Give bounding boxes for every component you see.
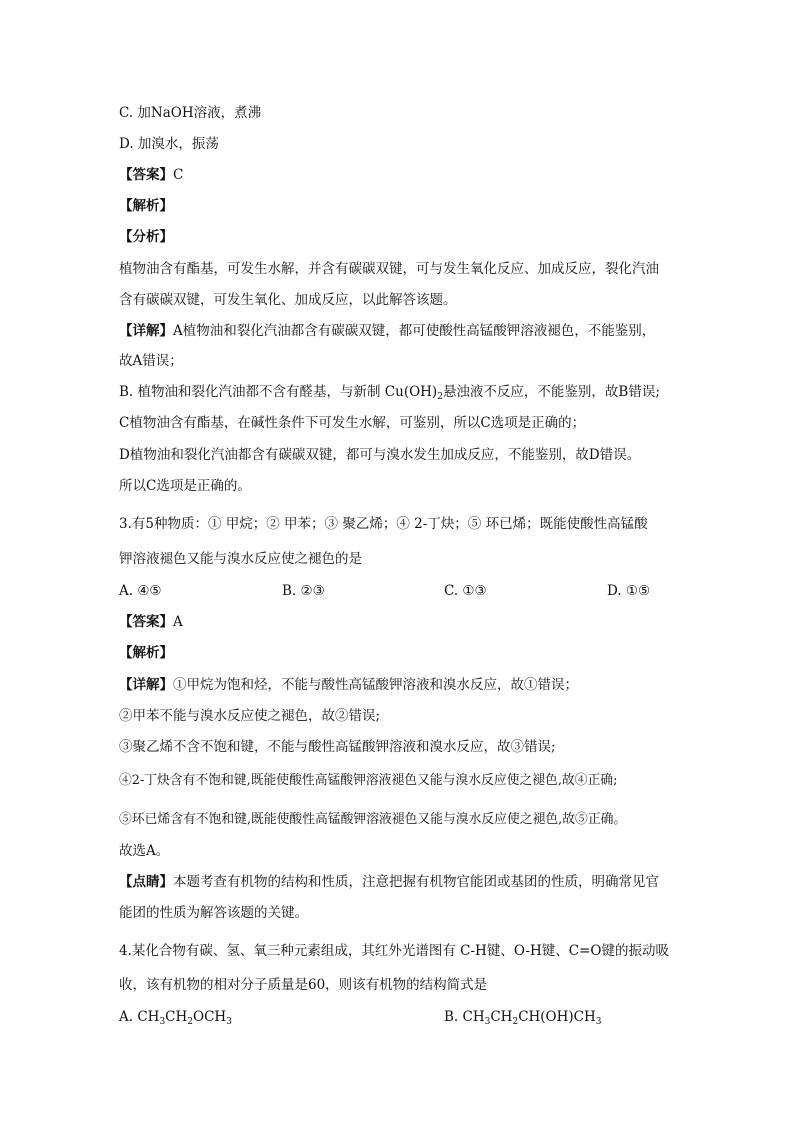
q3-option-b: B. ②③	[282, 583, 325, 599]
q2-conclusion: 所以C选项是正确的。	[119, 478, 251, 494]
q2-analysis-tag: 【解析】	[119, 198, 173, 214]
formula-part: B. CH	[444, 1009, 485, 1025]
detail-b-pre: B. 植物油和裂化汽油都不含有醛基，与新制 Cu(OH)	[119, 384, 438, 400]
subscript: 3	[484, 1017, 491, 1027]
q3-tip-line2: 能团的性质为解答该题的关键。	[119, 905, 308, 921]
q4-stem-line1: 4.某化合物有碳、氢、氧三种元素组成，其红外光谱图有 C-H键、O-H键、C=O键的振动吸	[119, 943, 669, 959]
q3-detail-2: ②甲苯不能与溴水反应使之褪色，故②错误;	[119, 708, 381, 724]
subscript: 3	[159, 1017, 166, 1027]
detail-b-post: 悬浊液不反应，不能鉴别，故B错误;	[442, 384, 660, 400]
q3-stem-line2: 钾溶液褪色又能与溴水反应使之褪色的是	[119, 551, 362, 567]
q2-fenxi-tag: 【分析】	[119, 229, 173, 245]
q3-option-d: D. ①⑤	[607, 583, 651, 599]
detail-tag: 【详解】	[119, 323, 173, 339]
q2-detail-c: C植物油含有酯基，在碱性条件下可发生水解，可鉴别，所以C选项是正确的；	[119, 415, 586, 431]
q2-fenxi-line2: 含有碳碳双键，可发生氧化、加成反应，以此解答该题。	[119, 292, 457, 308]
q3-answer	[119, 613, 183, 631]
answer-tag: 【答案】	[119, 167, 173, 183]
detail-text: A植物油和裂化汽油都含有碳碳双键，都可使酸性高锰酸钾溶液褪色，不能鉴别，	[173, 323, 656, 339]
q2-option-d: D. 加溴水，振荡	[119, 136, 219, 152]
subscript: 2	[437, 392, 443, 402]
subscript: 2	[512, 1017, 519, 1027]
q3-tip-line1	[119, 873, 659, 891]
subscript: 3	[595, 1017, 602, 1027]
q2-option-c: C. 加NaOH溶液，煮沸	[119, 105, 262, 121]
detail-tag: 【详解】	[119, 677, 173, 693]
q3-analysis-tag: 【解析】	[119, 645, 173, 661]
q3-conclusion: 故选A。	[119, 843, 170, 859]
tip-text: 本题考查有机物的结构和性质，注意把握有机物官能团或基团的性质，明确常见官	[173, 874, 659, 890]
q2-detail-b	[119, 383, 660, 401]
answer-value: A	[173, 614, 183, 630]
q2-detail-line2: 故A错误；	[119, 353, 183, 369]
subscript: 2	[187, 1017, 194, 1027]
q2-answer	[119, 166, 183, 184]
q3-detail-1	[119, 676, 578, 694]
q3-option-a: A. ④⑤	[119, 583, 162, 599]
detail-text: ①甲烷为饱和烃，不能与酸性高锰酸钾溶液和溴水反应，故①错误；	[173, 677, 578, 693]
q3-detail-5: ⑤环已烯含有不饱和键,既能使酸性高锰酸钾溶液褪色又能与溴水反应使之褪色,故⑤正确。	[119, 812, 627, 827]
answer-tag: 【答案】	[119, 614, 173, 630]
q3-detail-4: ④2-丁炔含有不饱和键,既能使酸性高锰酸钾溶液褪色又能与溴水反应使之褪色,故④正确;	[119, 773, 618, 788]
tip-tag: 【点睛】	[119, 874, 173, 890]
q3-stem-line1: 3.有5种物质：① 甲烷；② 甲苯；③ 聚乙烯；④ 2-丁炔；⑤ 环已烯；既能使酸性高锰酸	[119, 516, 648, 532]
q3-detail-3: ③聚乙烯不含不饱和键，不能与酸性高锰酸钾溶液和溴水反应，故③错误;	[119, 739, 556, 755]
formula-part: CH(OH)CH	[518, 1009, 596, 1025]
q4-option-b	[444, 1008, 602, 1026]
formula-part: CH	[165, 1009, 188, 1025]
q3-option-c: C. ①③	[444, 583, 487, 599]
answer-value: C	[173, 167, 184, 183]
q2-detail-d: D植物油和裂化汽油都含有碳碳双键，都可与溴水发生加成反应，不能鉴别，故D错误。	[119, 447, 641, 463]
q4-option-a	[119, 1008, 232, 1026]
q2-fenxi-line1: 植物油含有酯基，可发生水解，并含有碳碳双键，可与发生氧化反应、加成反应，裂化汽油	[119, 261, 659, 277]
q4-stem-line2: 收，该有机物的相对分子质量是60，则该有机物的结构简式是	[119, 977, 488, 993]
subscript: 3	[226, 1017, 232, 1027]
q2-detail-line1	[119, 322, 655, 340]
formula-part: CH	[490, 1009, 513, 1025]
formula-part: A. CH	[119, 1009, 160, 1025]
formula-part: OCH	[193, 1009, 227, 1025]
